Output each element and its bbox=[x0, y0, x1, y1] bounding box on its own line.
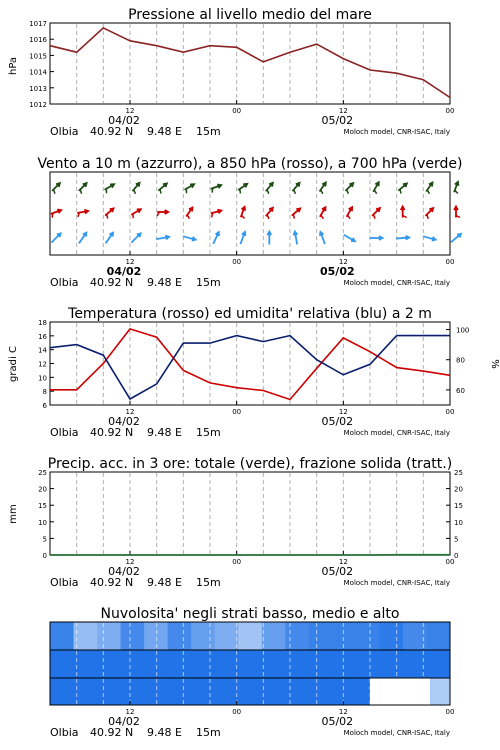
cloud-cell-medio bbox=[356, 650, 380, 678]
temperature-ylabel: gradi C bbox=[8, 346, 19, 382]
credit-label: Moloch model, CNR-ISAC, Italy bbox=[343, 429, 450, 437]
y-tick-label: 20 bbox=[454, 485, 463, 494]
location-label: Olbia bbox=[50, 125, 79, 138]
cloud-cell-basso bbox=[290, 678, 311, 705]
cloud-cell-medio bbox=[285, 650, 309, 678]
wind-arrow-barb bbox=[160, 189, 161, 193]
precipitation-panel bbox=[8, 456, 463, 589]
cloud-cell-alto bbox=[191, 622, 215, 650]
y-tick-label: 1012 bbox=[29, 101, 47, 109]
cloud-cell-alto bbox=[50, 622, 74, 650]
cloud-cell-basso bbox=[230, 678, 251, 705]
cloud-cell-alto bbox=[379, 622, 403, 650]
latitude-label: 40.92 N bbox=[90, 276, 134, 289]
location-label: Olbia bbox=[50, 726, 79, 739]
cloud-cell-basso bbox=[350, 678, 371, 705]
cloud-cell-medio bbox=[215, 650, 239, 678]
cloud-cell-medio bbox=[121, 650, 145, 678]
y-tick-label: 14 bbox=[38, 346, 47, 355]
wind-arrow-10-m bbox=[451, 234, 461, 242]
x-tick-label: 00 bbox=[232, 558, 242, 566]
wind-frame bbox=[50, 172, 450, 255]
date-label: 05/02 bbox=[321, 415, 354, 428]
cloud-cell-basso bbox=[110, 678, 131, 705]
y-tick-label: 15 bbox=[454, 502, 463, 511]
y-tick-label: 5 bbox=[454, 535, 459, 544]
x-tick-label: 12 bbox=[338, 558, 348, 566]
cloud-cell-medio bbox=[168, 650, 192, 678]
cloud-cell-medio bbox=[379, 650, 403, 678]
cloud-cell-basso bbox=[390, 678, 411, 705]
x-tick-label: 12 bbox=[125, 408, 135, 416]
cloud-cell-medio bbox=[50, 650, 74, 678]
elevation-label: 15m bbox=[196, 276, 221, 289]
cloud-cell-alto bbox=[168, 622, 192, 650]
cloud-cell-alto bbox=[121, 622, 145, 650]
wind-arrow-shaft bbox=[451, 234, 461, 242]
wind-arrow-barb bbox=[52, 213, 53, 217]
cloud-cell-alto bbox=[262, 622, 286, 650]
temperature-title: Temperatura (rosso) ed umidita' relativa (blu) a 2 m bbox=[68, 306, 432, 322]
precipitation-footer bbox=[50, 576, 450, 589]
y-tick-label: 12 bbox=[38, 360, 47, 369]
y-tick-label: 1015 bbox=[29, 52, 47, 61]
cloud-cell-basso bbox=[250, 678, 271, 705]
wind-arrow-barb bbox=[212, 213, 213, 217]
date-label: 05/02 bbox=[321, 715, 354, 728]
elevation-label: 15m bbox=[196, 125, 221, 138]
credit-label: Moloch model, CNR-ISAC, Italy bbox=[343, 579, 450, 587]
wind-arrow-barb bbox=[107, 214, 108, 218]
wind-panel bbox=[37, 156, 462, 289]
location-label: Olbia bbox=[50, 576, 79, 589]
longitude-label: 9.48 E bbox=[147, 726, 182, 739]
cloud-cell-basso bbox=[270, 678, 291, 705]
y-tick-label: 15 bbox=[38, 502, 47, 511]
y-tick-label: 10 bbox=[38, 518, 47, 527]
cloud-cell-medio bbox=[262, 650, 286, 678]
latitude-label: 40.92 N bbox=[90, 576, 134, 589]
cloud-cell-basso bbox=[70, 678, 91, 705]
x-tick-label: 00 bbox=[445, 558, 455, 566]
cloud-cell-basso bbox=[430, 678, 451, 705]
cloud-cell-alto bbox=[238, 622, 262, 650]
cloud-panel bbox=[50, 606, 454, 739]
credit-label: Moloch model, CNR-ISAC, Italy bbox=[343, 128, 450, 136]
cloud-cell-medio bbox=[238, 650, 262, 678]
cloud-cell-medio bbox=[332, 650, 356, 678]
pressure-ylabel: hPa bbox=[8, 56, 19, 76]
y-tick-label: 25 bbox=[38, 469, 47, 477]
wind-arrow-barb bbox=[293, 214, 294, 218]
location-label: Olbia bbox=[50, 276, 79, 289]
y-tick-label: 0 bbox=[454, 552, 459, 560]
y-tick-label: 60 bbox=[456, 386, 465, 395]
cloud-title: Nuvolosita' negli strati basso, medio e alto bbox=[100, 606, 400, 622]
y-tick-label: 16 bbox=[38, 332, 47, 341]
wind-arrow-850-hPa bbox=[454, 207, 460, 218]
cloud-cell-basso bbox=[130, 678, 151, 705]
precipitation-ylabel: mm bbox=[8, 504, 19, 524]
x-tick-label: 12 bbox=[338, 107, 348, 115]
y-tick-label: 100 bbox=[456, 326, 470, 335]
latitude-label: 40.92 N bbox=[90, 726, 134, 739]
latitude-label: 40.92 N bbox=[90, 426, 134, 439]
y-tick-label: 1014 bbox=[29, 68, 47, 77]
x-tick-label: 00 bbox=[232, 408, 242, 416]
location-label: Olbia bbox=[50, 426, 79, 439]
cloud-cell-medio bbox=[191, 650, 215, 678]
cloud-cell-basso bbox=[310, 678, 331, 705]
humidity-ylabel: % bbox=[489, 359, 500, 369]
longitude-label: 9.48 E bbox=[147, 276, 182, 289]
date-label: 04/02 bbox=[108, 715, 140, 728]
x-tick-label: 00 bbox=[445, 107, 455, 115]
date-label: 05/02 bbox=[320, 265, 355, 278]
date-label: 05/02 bbox=[321, 114, 354, 127]
y-tick-label: 1016 bbox=[29, 36, 47, 45]
cloud-cell-alto bbox=[309, 622, 333, 650]
x-tick-label: 00 bbox=[445, 258, 455, 266]
x-tick-label: 00 bbox=[445, 708, 455, 716]
wind-arrow-barb bbox=[455, 190, 458, 193]
y-tick-label: 10 bbox=[454, 518, 463, 527]
x-tick-label: 12 bbox=[125, 558, 135, 566]
y-tick-label: 20 bbox=[38, 485, 47, 494]
pressure-footer bbox=[50, 125, 450, 138]
wind-title: Vento a 10 m (azzurro), a 850 hPa (rosso), a 700 hPa (verde) bbox=[37, 156, 463, 172]
wind-arrow-700-hPa bbox=[454, 182, 458, 194]
temperature-panel bbox=[8, 306, 500, 439]
date-label: 04/02 bbox=[108, 415, 140, 428]
cloud-cell-medio bbox=[309, 650, 333, 678]
y-tick-label: 6 bbox=[42, 402, 47, 410]
cloud-cells bbox=[50, 622, 451, 705]
wind-footer bbox=[50, 276, 450, 289]
x-tick-label: 00 bbox=[445, 408, 455, 416]
longitude-label: 9.48 E bbox=[147, 576, 182, 589]
date-label: 04/02 bbox=[108, 114, 140, 127]
latitude-label: 40.92 N bbox=[90, 125, 134, 138]
cloud-cell-medio bbox=[426, 650, 450, 678]
cloud-cell-basso bbox=[190, 678, 211, 705]
elevation-label: 15m bbox=[196, 576, 221, 589]
wind-arrow-barb bbox=[240, 189, 241, 193]
elevation-label: 15m bbox=[196, 426, 221, 439]
cloud-cell-basso bbox=[370, 678, 391, 705]
cloud-cell-alto bbox=[356, 622, 380, 650]
wind-arrow-barb bbox=[400, 189, 401, 193]
precipitation-title: Precip. acc. in 3 ore: totale (verde), frazione solida (tratt.) bbox=[47, 456, 453, 472]
date-label: 05/02 bbox=[321, 565, 354, 578]
y-tick-label: 5 bbox=[42, 535, 47, 544]
y-tick-label: 25 bbox=[454, 469, 463, 477]
wind-arrow-barb bbox=[212, 188, 213, 192]
y-tick-label: 8 bbox=[42, 388, 47, 397]
x-tick-label: 12 bbox=[125, 708, 135, 716]
cloud-cell-basso bbox=[150, 678, 171, 705]
cloud-cell-alto bbox=[285, 622, 309, 650]
longitude-label: 9.48 E bbox=[147, 125, 182, 138]
cloud-cell-basso bbox=[90, 678, 111, 705]
x-tick-label: 12 bbox=[338, 258, 348, 266]
y-tick-label: 0 bbox=[42, 552, 47, 560]
x-tick-label: 12 bbox=[338, 708, 348, 716]
x-tick-label: 12 bbox=[125, 107, 135, 115]
cloud-cell-alto bbox=[332, 622, 356, 650]
date-label: 04/02 bbox=[106, 265, 142, 278]
credit-label: Moloch model, CNR-ISAC, Italy bbox=[343, 729, 450, 737]
y-tick-label: 1013 bbox=[29, 84, 47, 93]
cloud-cell-alto bbox=[144, 622, 168, 650]
cloud-footer bbox=[50, 726, 450, 739]
x-tick-label: 12 bbox=[125, 258, 135, 266]
pressure-frame bbox=[50, 23, 450, 104]
y-tick-label: 80 bbox=[456, 356, 465, 365]
cloud-cell-basso bbox=[410, 678, 431, 705]
cloud-cell-basso bbox=[50, 678, 71, 705]
cloud-cell-basso bbox=[170, 678, 191, 705]
cloud-cell-medio bbox=[144, 650, 168, 678]
cloud-cell-medio bbox=[97, 650, 121, 678]
x-tick-label: 00 bbox=[232, 107, 242, 115]
cloud-cell-alto bbox=[97, 622, 121, 650]
credit-label: Moloch model, CNR-ISAC, Italy bbox=[343, 279, 450, 287]
longitude-label: 9.48 E bbox=[147, 426, 182, 439]
x-tick-label: 00 bbox=[232, 258, 242, 266]
pressure-title: Pressione al livello medio del mare bbox=[128, 7, 372, 23]
date-label: 04/02 bbox=[108, 565, 140, 578]
temperature-footer bbox=[50, 426, 450, 439]
y-tick-label: 10 bbox=[38, 374, 47, 383]
cloud-cell-basso bbox=[330, 678, 351, 705]
precipitation-frame bbox=[50, 472, 450, 555]
x-tick-label: 12 bbox=[338, 408, 348, 416]
y-tick-label: 18 bbox=[38, 319, 47, 327]
x-tick-label: 00 bbox=[232, 708, 242, 716]
cloud-cell-basso bbox=[210, 678, 231, 705]
y-tick-label: 1017 bbox=[29, 20, 47, 28]
cloud-cell-alto bbox=[426, 622, 450, 650]
cloud-cell-alto bbox=[215, 622, 239, 650]
pressure-panel bbox=[8, 7, 454, 138]
elevation-label: 15m bbox=[196, 726, 221, 739]
